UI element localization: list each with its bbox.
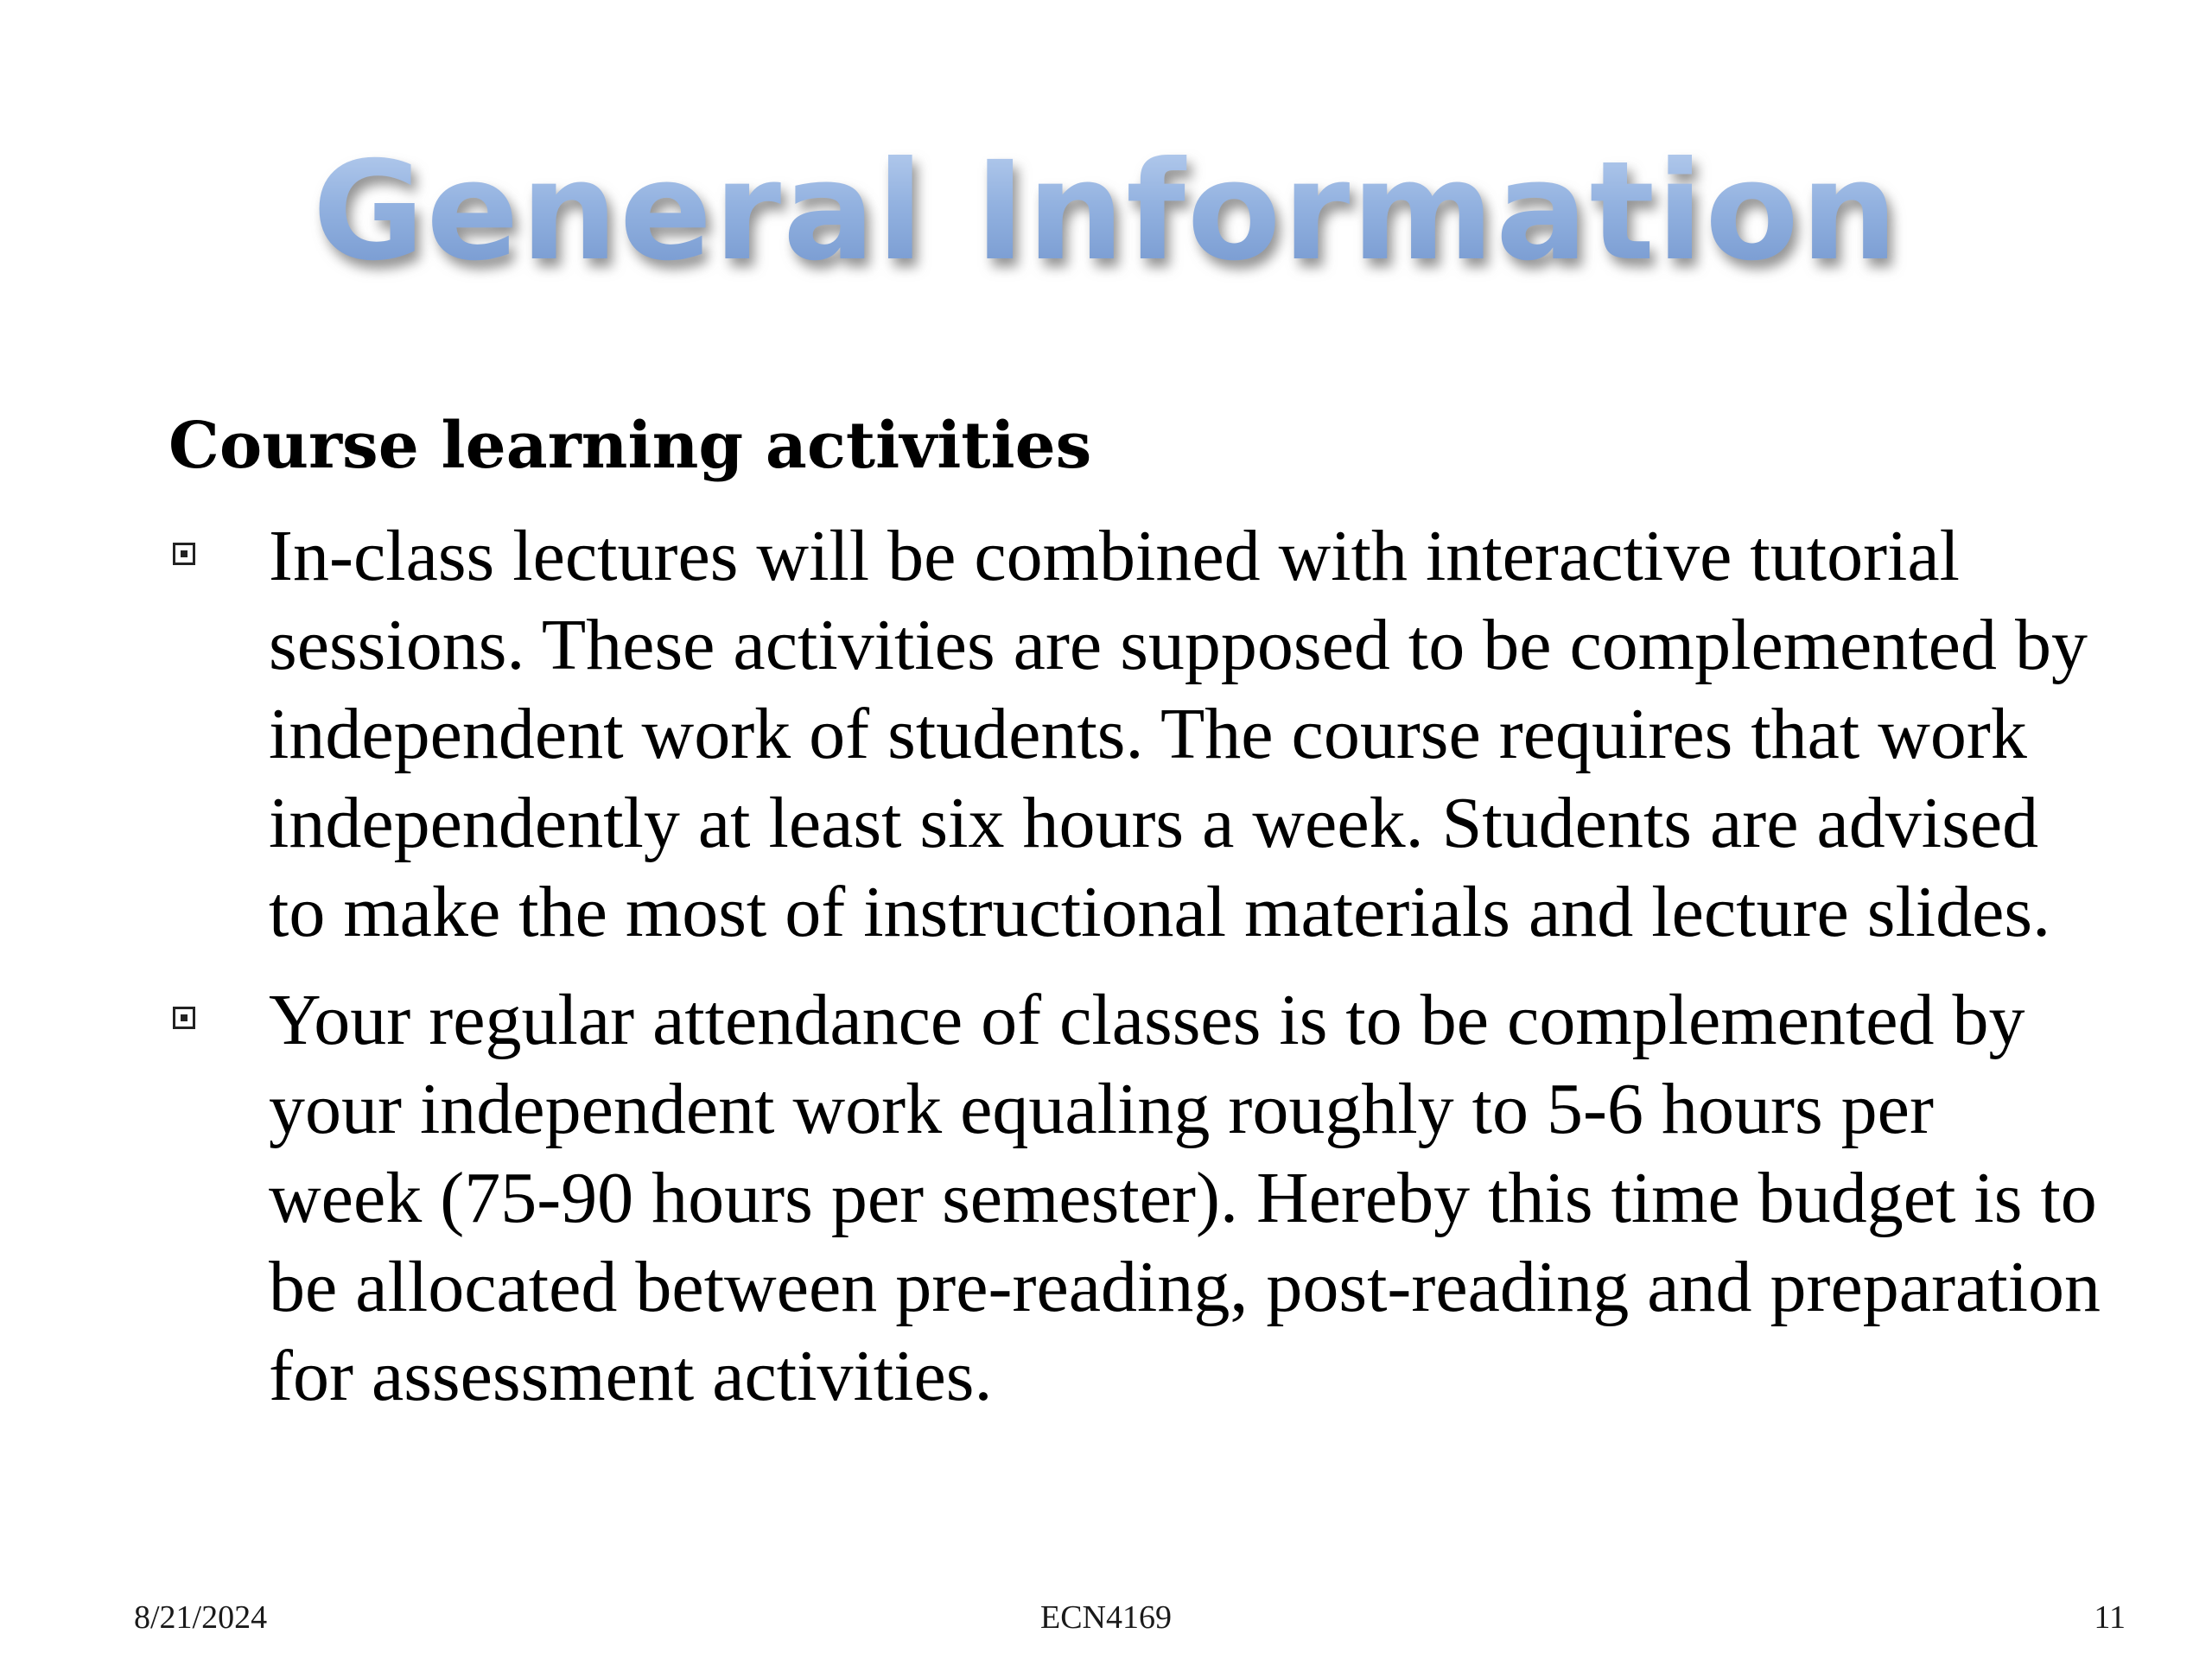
bullet-list xyxy=(168,512,2104,1421)
footer-page-number: 11 xyxy=(2094,1599,2126,1636)
bullet-text: In-class lectures will be combined with interactive tutorial sessions. These activities are supposed to be complemented by independent work of students. The course requires that work independently at least six hours a week. Students are advised to make the most of instructional materials and lecture slides. xyxy=(269,516,2088,952)
list-item xyxy=(168,512,2104,957)
section-heading: Course learning activities xyxy=(168,409,1092,483)
slide-title: General Information xyxy=(0,130,2212,294)
footer-course-code: ECN4169 xyxy=(1040,1599,1172,1636)
list-item xyxy=(168,976,2104,1421)
bullet-text: Your regular attendance of classes is to be complemented by your independent work equaling roughly to 5-6 hours per week (75-90 hours per semester). Hereby this time budget is to be allocated between pre-reading, post-reading and preparation for assessment activities. xyxy=(269,980,2101,1416)
footer-date: 8/21/2024 xyxy=(134,1599,268,1636)
square-bullet-icon xyxy=(173,1007,195,1029)
square-bullet-icon xyxy=(173,543,195,565)
